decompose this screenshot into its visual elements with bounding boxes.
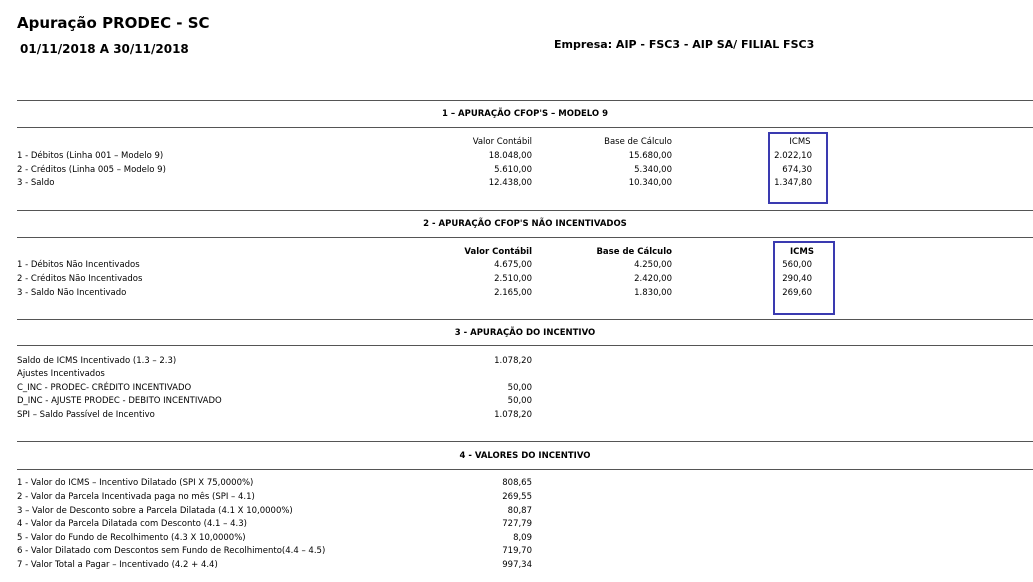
table-row-label: 2 - Créditos (Linha 005 – Modelo 9): [17, 165, 166, 175]
list-item-value: 80,87: [507, 506, 532, 516]
list-item-label: 5 - Valor do Fundo de Recolhimento (4.3 X 10,0000%): [17, 533, 246, 543]
table-cell-valor: 4.675,00: [494, 260, 532, 270]
table-row-label: 2 - Créditos Não Incentivados: [17, 274, 143, 284]
list-item-label: SPI – Saldo Passível de Incentivo: [17, 410, 155, 420]
col-header-base-calculo: Base de Cálculo: [604, 137, 672, 147]
divider: [17, 345, 1033, 346]
list-item-label: 1 - Valor do ICMS – Incentivo Dilatado (SPI X 75,0000%): [17, 478, 254, 488]
table-cell-base: 15.680,00: [628, 151, 672, 161]
list-item-value: 50,00: [507, 383, 532, 393]
table-cell-icms: 290,40: [782, 274, 812, 284]
table-row-label: 1 - Débitos (Linha 001 – Modelo 9): [17, 151, 164, 161]
col-header-valor-contabil: Valor Contábil: [464, 247, 532, 257]
table-cell-valor: 18.048,00: [488, 151, 532, 161]
report-title: Apuração PRODEC - SC: [17, 14, 210, 32]
list-item-label: 6 - Valor Dilatado com Descontos sem Fundo de Recolhimento(4.4 – 4.5): [17, 546, 326, 556]
table-row-label: 1 - Débitos Não Incentivados: [17, 260, 140, 270]
table-cell-icms: 674,30: [782, 165, 812, 175]
table-cell-icms: 269,60: [782, 288, 812, 298]
icms-highlight-box: [768, 132, 828, 204]
table-cell-valor: 2.510,00: [494, 274, 532, 284]
divider: [17, 237, 1033, 238]
table-cell-icms: 560,00: [782, 260, 812, 270]
section1-title: 1 – APURAÇÃO CFOP'S – MODELO 9: [441, 109, 609, 119]
table-cell-base: 5.340,00: [634, 165, 672, 175]
list-item-value: 997,34: [502, 560, 532, 570]
table-cell-base: 4.250,00: [634, 260, 672, 270]
col-header-base-calculo: Base de Cálculo: [596, 247, 672, 257]
list-item-value: 8,09: [513, 533, 532, 543]
list-item-label: 2 - Valor da Parcela Incentivada paga no mês (SPI – 4.1): [17, 492, 255, 502]
icms-highlight-box: [773, 241, 835, 315]
table-cell-icms: 1.347,80: [774, 178, 812, 188]
section2-title: 2 - APURAÇÃO CFOP'S NÃO INCENTIVADOS: [423, 219, 627, 229]
list-item-label: 4 - Valor da Parcela Dilatada com Desconto (4.1 – 4.3): [17, 519, 247, 529]
list-item-label: Ajustes Incentivados: [17, 369, 105, 379]
col-header-valor-contabil: Valor Contábil: [472, 137, 532, 147]
divider: [17, 127, 1033, 128]
section3-title: 3 - APURAÇÃO DO INCENTIVO: [454, 328, 596, 338]
section4-title: 4 - VALORES DO INCENTIVO: [459, 451, 591, 461]
table-row-label: 3 - Saldo: [17, 178, 55, 188]
list-item-value: 269,55: [502, 492, 532, 502]
list-item-label: D_INC - AJUSTE PRODEC - DEBITO INCENTIVADO: [17, 396, 222, 406]
list-item-label: 7 - Valor Total a Pagar – Incentivado (4.2 + 4.4): [17, 560, 218, 570]
divider: [17, 100, 1033, 101]
divider: [17, 210, 1033, 211]
divider: [17, 319, 1033, 320]
list-item-value: 1.078,20: [494, 356, 532, 366]
list-item-value: 808,65: [502, 478, 532, 488]
list-item-value: 719,70: [502, 546, 532, 556]
table-cell-base: 1.830,00: [634, 288, 672, 298]
table-cell-base: 10.340,00: [628, 178, 672, 188]
table-row-label: 3 - Saldo Não Incentivado: [17, 288, 127, 298]
list-item-value: 50,00: [507, 396, 532, 406]
divider: [17, 441, 1033, 442]
col-header-icms: ICMS: [789, 137, 811, 147]
list-item-value: 1.078,20: [494, 410, 532, 420]
list-item-label: Saldo de ICMS Incentivado (1.3 – 2.3): [17, 356, 177, 366]
table-cell-valor: 2.165,00: [494, 288, 532, 298]
list-item-label: C_INC - PRODEC- CRÉDITO INCENTIVADO: [17, 383, 192, 393]
company-name: Empresa: AIP - FSC3 - AIP SA/ FILIAL FSC3: [554, 38, 815, 51]
table-cell-base: 2.420,00: [634, 274, 672, 284]
table-cell-valor: 12.438,00: [488, 178, 532, 188]
divider: [17, 469, 1033, 470]
report-period: 01/11/2018 A 30/11/2018: [20, 42, 189, 56]
table-cell-valor: 5.610,00: [494, 165, 532, 175]
col-header-icms: ICMS: [790, 247, 814, 257]
list-item-value: 727,79: [502, 519, 532, 529]
list-item-label: 3 – Valor de Desconto sobre a Parcela Dilatada (4.1 X 10,0000%): [17, 506, 293, 516]
table-cell-icms: 2.022,10: [774, 151, 812, 161]
